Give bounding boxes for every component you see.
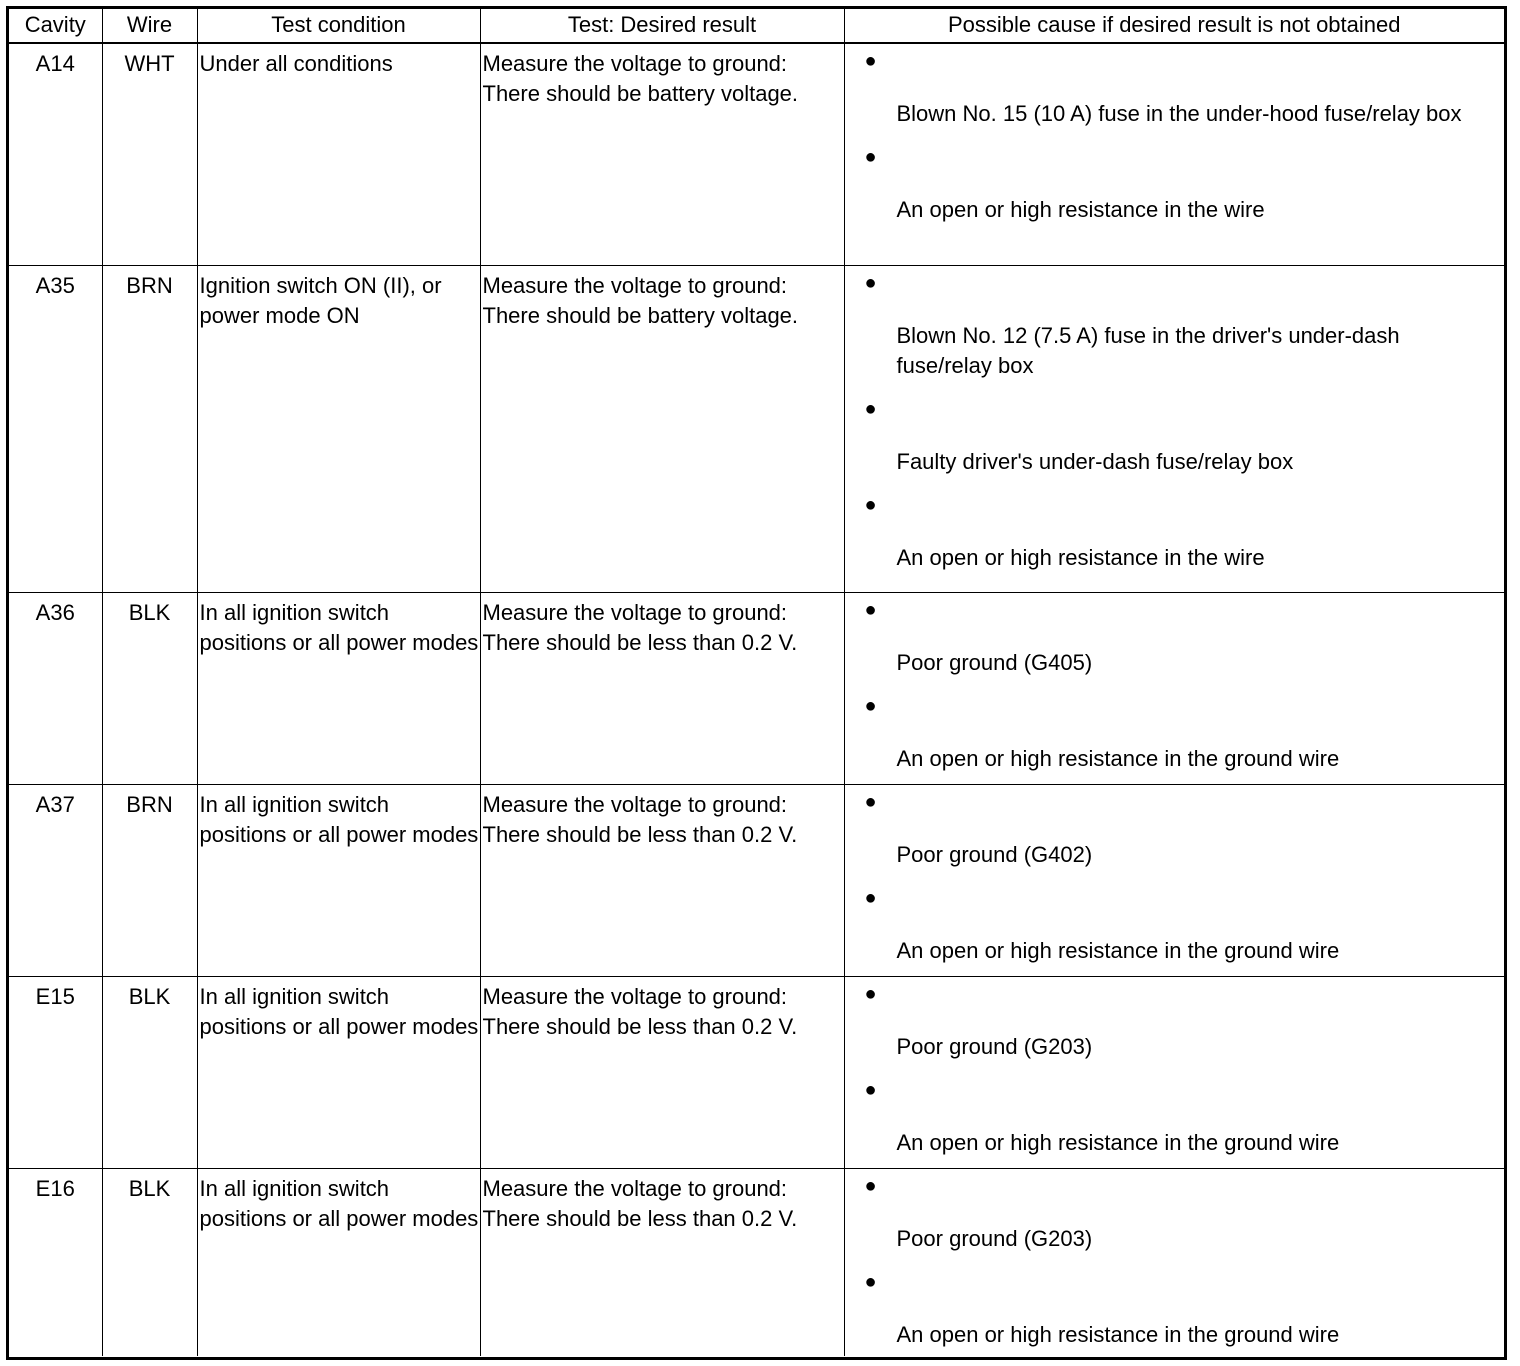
bullet-icon: ● <box>864 886 877 909</box>
table-row <box>9 43 1504 265</box>
cause-item <box>865 598 1491 678</box>
cause-item <box>865 886 1491 966</box>
cause-item <box>865 790 1491 870</box>
bullet-icon: ● <box>864 493 877 516</box>
cause-text: An open or high resistance in the ground wire <box>896 1129 1340 1155</box>
diagnostic-table-frame <box>6 6 1507 1360</box>
cavity-cell: A36 <box>9 592 102 784</box>
cavity-cell: E15 <box>9 976 102 1168</box>
possible-cause-cell <box>844 1168 1504 1356</box>
cause-text: Blown No. 15 (10 A) fuse in the under-hood fuse/relay box <box>896 101 1462 126</box>
test-condition-cell: In all ignition switch positions or all power modes <box>197 784 480 976</box>
cause-item <box>865 982 1491 1062</box>
cause-item <box>865 145 1491 225</box>
wire-cell: BLK <box>102 592 197 784</box>
diagnostic-table <box>9 9 1504 1356</box>
cavity-cell: A35 <box>9 265 102 592</box>
cause-item <box>865 1174 1491 1254</box>
test-condition-cell: In all ignition switch positions or all power modes <box>197 1168 480 1356</box>
cause-text: An open or high resistance in the ground wire <box>896 937 1340 963</box>
bullet-icon: ● <box>864 271 877 294</box>
cause-text: Blown No. 12 (7.5 A) fuse in the driver's under-dash fuse/relay box <box>896 322 1400 378</box>
possible-cause-cell <box>844 265 1504 592</box>
table-row <box>9 784 1504 976</box>
bullet-icon: ● <box>864 50 877 72</box>
cause-item <box>865 397 1491 477</box>
desired-result-cell: Measure the voltage to ground: There should be battery voltage. <box>480 265 844 592</box>
desired-result-cell: Measure the voltage to ground: There should be less than 0.2 V. <box>480 1168 844 1356</box>
table-row <box>9 976 1504 1168</box>
cause-item <box>865 271 1491 381</box>
cause-text: Poor ground (G402) <box>896 841 1093 867</box>
cause-text: An open or high resistance in the ground wire <box>896 1321 1340 1347</box>
wire-cell: WHT <box>102 43 197 265</box>
header-row <box>9 9 1504 43</box>
desired-result-cell: Measure the voltage to ground: There should be less than 0.2 V. <box>480 592 844 784</box>
header-desired-result: Test: Desired result <box>480 9 844 43</box>
possible-cause-cell <box>844 592 1504 784</box>
cause-text: An open or high resistance in the wire <box>896 544 1265 570</box>
cause-item <box>865 49 1491 129</box>
cavity-cell: A14 <box>9 43 102 265</box>
desired-result-cell: Measure the voltage to ground: There should be less than 0.2 V. <box>480 976 844 1168</box>
bullet-icon: ● <box>864 790 877 813</box>
header-possible-cause: Possible cause if desired result is not obtained <box>844 9 1504 43</box>
cause-text: Poor ground (G405) <box>896 649 1093 675</box>
cause-item <box>865 1270 1491 1350</box>
bullet-icon: ● <box>864 598 877 621</box>
test-condition-cell: Ignition switch ON (II), or power mode ON <box>197 265 480 592</box>
test-condition-cell: In all ignition switch positions or all power modes <box>197 976 480 1168</box>
table-row <box>9 592 1504 784</box>
cause-text: An open or high resistance in the wire <box>896 197 1265 222</box>
cause-text: Poor ground (G203) <box>896 1033 1093 1059</box>
cause-item <box>865 1078 1491 1158</box>
possible-cause-cell <box>844 784 1504 976</box>
wire-cell: BLK <box>102 976 197 1168</box>
test-condition-cell: In all ignition switch positions or all power modes <box>197 592 480 784</box>
cause-item <box>865 694 1491 774</box>
wire-cell: BLK <box>102 1168 197 1356</box>
test-condition-cell: Under all conditions <box>197 43 480 265</box>
bullet-icon: ● <box>864 1078 877 1101</box>
wire-cell: BRN <box>102 784 197 976</box>
bullet-icon: ● <box>864 397 877 420</box>
cause-text: An open or high resistance in the ground wire <box>896 745 1340 771</box>
table-row <box>9 265 1504 592</box>
header-wire: Wire <box>102 9 197 43</box>
cavity-cell: A37 <box>9 784 102 976</box>
cause-item <box>865 493 1491 573</box>
possible-cause-cell <box>844 43 1504 265</box>
bullet-icon: ● <box>864 982 877 1005</box>
cause-text: Faulty driver's under-dash fuse/relay box <box>896 448 1294 474</box>
header-test-condition: Test condition <box>197 9 480 43</box>
header-cavity: Cavity <box>9 9 102 43</box>
table-row <box>9 1168 1504 1356</box>
cause-text: Poor ground (G203) <box>896 1225 1093 1251</box>
cavity-cell: E16 <box>9 1168 102 1356</box>
bullet-icon: ● <box>864 1174 877 1197</box>
desired-result-cell: Measure the voltage to ground: There should be battery voltage. <box>480 43 844 265</box>
desired-result-cell: Measure the voltage to ground: There should be less than 0.2 V. <box>480 784 844 976</box>
bullet-icon: ● <box>864 146 877 168</box>
bullet-icon: ● <box>864 694 877 717</box>
bullet-icon: ● <box>864 1270 877 1293</box>
possible-cause-cell <box>844 976 1504 1168</box>
wire-cell: BRN <box>102 265 197 592</box>
